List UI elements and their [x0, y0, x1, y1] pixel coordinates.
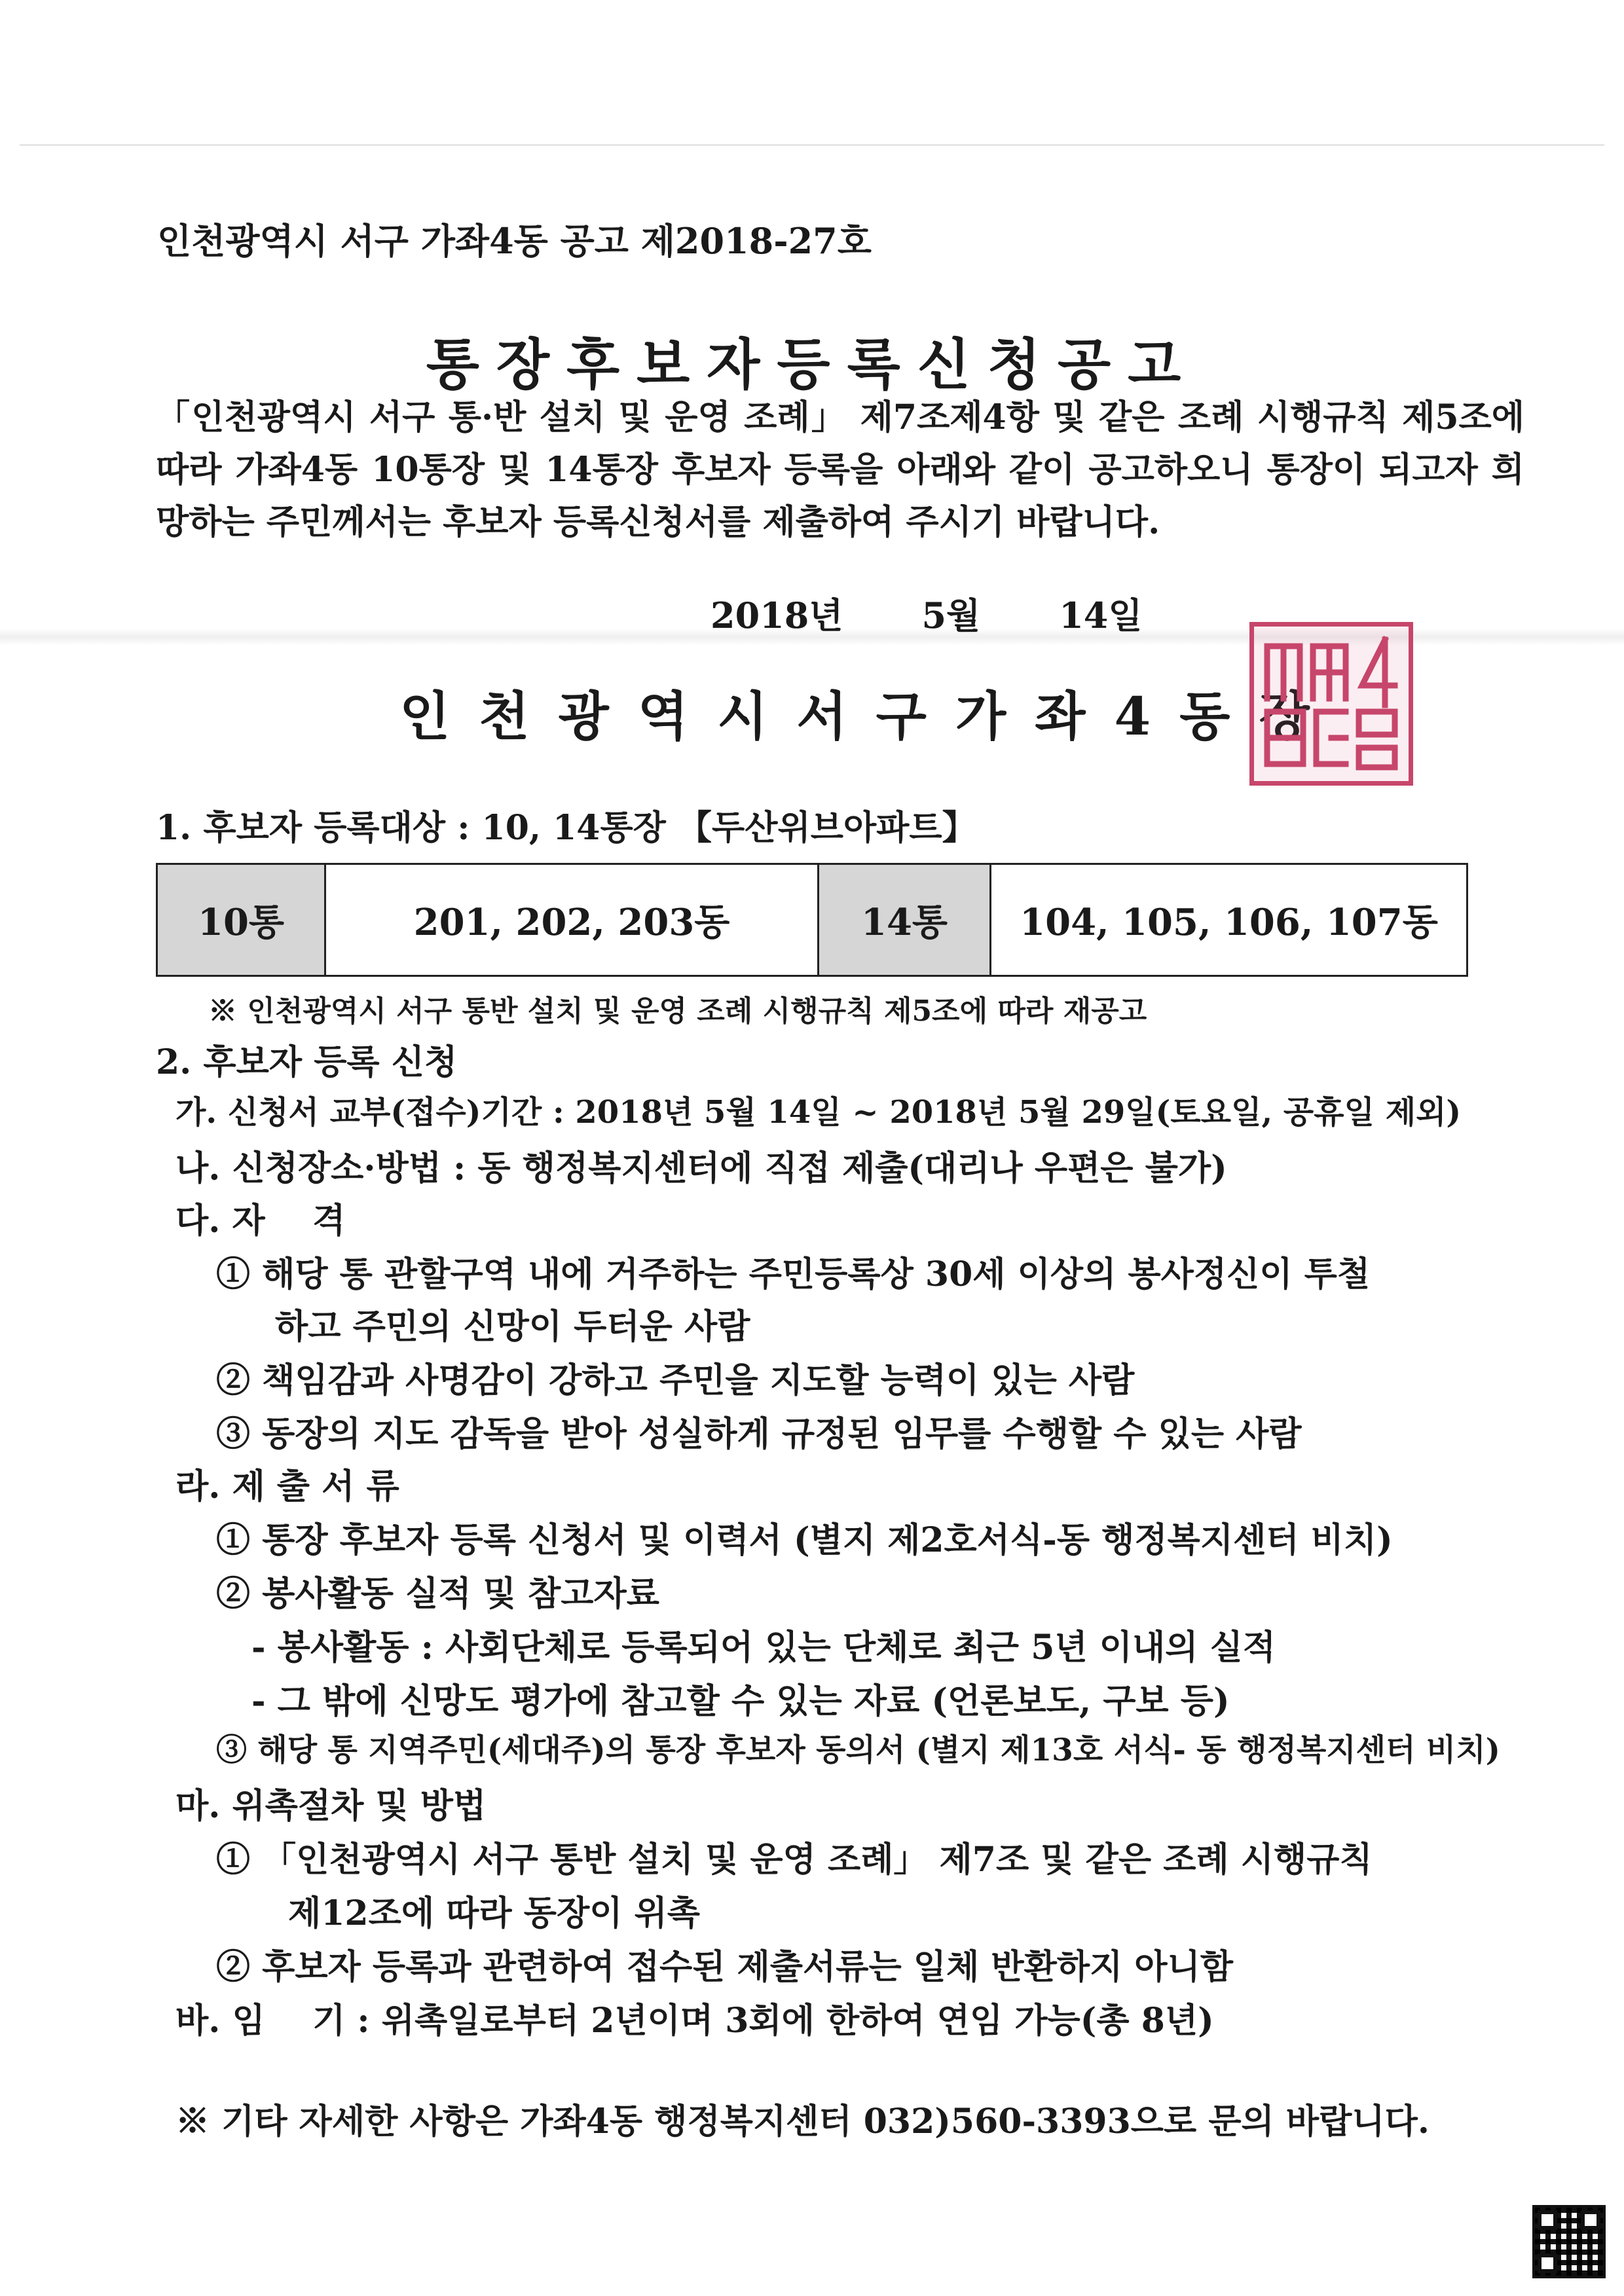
list-item: 다. 자 격: [175, 1201, 346, 1241]
list-item: 라. 제 출 서 류: [175, 1467, 399, 1506]
zone-label-10: 10통: [157, 864, 325, 976]
list-item: 제12조에 따라 동장이 위촉: [288, 1893, 700, 1933]
date-month: 5월: [921, 594, 981, 636]
list-item: - 그 밖에 신망도 평가에 참고할 수 있는 자료 (언론보도, 구보 등): [251, 1681, 1230, 1721]
qr-finder: [1538, 2253, 1557, 2273]
seal-glyphs: [1254, 627, 1409, 781]
notice-number: 인천광역시 서구 가좌4동 공고 제2018-27호: [157, 220, 872, 262]
list-item: 가. 신청서 교부(접수)기간 : 2018년 5월 14일 ~ 2018년 5월 29일(토요일, 공휴일 제외): [175, 1094, 1462, 1131]
announcement-date: [710, 588, 1143, 638]
qr-finder: [1581, 2210, 1600, 2230]
zone-buildings-14: 104, 105, 106, 107동: [991, 864, 1467, 976]
list-item: ① 해당 통 관할구역 내에 거주하는 주민등록상 30세 이상의 봉사정신이 투철: [216, 1254, 1371, 1294]
list-item: ① 통장 후보자 등록 신청서 및 이력서 (별지 제2호서식-동 행정복지센터 비치): [216, 1520, 1393, 1560]
list-item: ① 「인천광역시 서구 통반 설치 및 운영 조례」 제7조 및 같은 조례 시행규칙: [216, 1840, 1373, 1880]
list-item: ② 책임감과 사명감이 강하고 주민을 지도할 능력이 있는 사람: [216, 1360, 1135, 1400]
qr-code: [1532, 2205, 1606, 2278]
zone-buildings-10: 201, 202, 203동: [325, 864, 819, 976]
official-seal: [1249, 622, 1413, 786]
intro-paragraph: 「인천광역시 서구 통·반 설치 및 운영 조례」 제7조제4항 및 같은 조례 시행규칙 제5조에 따라 가좌4동 10통장 및 14통장 후보자 등록을 아래와 같이 공고하오니 통장이 되고자 희망하는 주민께서는 후보자 등록신청서를 제출하여 주시기 바랍니다.: [156, 397, 1524, 542]
zone-label-14: 14통: [819, 864, 991, 976]
zone-table: [156, 863, 1468, 977]
qr-finder: [1538, 2210, 1557, 2230]
date-year: 2018년: [710, 594, 843, 636]
table-row: [157, 864, 1467, 976]
list-item: 바. 임 기 : 위촉일로부터 2년이며 3회에 한하여 연임 가능(총 8년): [175, 2001, 1214, 2041]
list-item: 마. 위촉절차 및 방법: [175, 1786, 487, 1826]
list-item: ② 봉사활동 실적 및 참고자료: [216, 1574, 659, 1614]
date-day: 14일: [1059, 594, 1143, 636]
list-item: ② 후보자 등록과 관련하여 접수된 제출서류는 일체 반환하지 아니함: [216, 1947, 1234, 1987]
list-item: 나. 신청장소·방법 : 동 행정복지센터에 직접 제출(대리나 우편은 불가): [175, 1148, 1227, 1188]
issuer-name: 인천광역시서구가좌4동장: [399, 685, 1338, 747]
section2-heading: 2. 후보자 등록 신청: [156, 1042, 458, 1082]
scan-line: [20, 144, 1604, 146]
footer-note: ※ 기타 자세한 사항은 가좌4동 행정복지센터 032)560-3393으로 문의 바랍니다.: [175, 2102, 1430, 2141]
document-title: 통장후보자등록신청공고: [426, 332, 1198, 397]
list-item: ③ 동장의 지도 감독을 받아 성실하게 규정된 임무를 수행할 수 있는 사람: [216, 1414, 1302, 1454]
list-item: - 봉사활동 : 사회단체로 등록되어 있는 단체로 최근 5년 이내의 실적: [251, 1628, 1276, 1667]
list-item: 하고 주민의 신망이 두터운 사람: [275, 1307, 750, 1347]
list-item: ③ 해당 통 지역주민(세대주)의 통장 후보자 동의서 (별지 제13호 서식- 동 행정복지센터 비치): [216, 1732, 1500, 1768]
section1-heading: 1. 후보자 등록대상 : 10, 14통장 【두산위브아파트】: [156, 808, 976, 848]
section1-note: ※ 인천광역시 서구 통반 설치 및 운영 조례 시행규칙 제5조에 따라 재공고: [208, 994, 1147, 1028]
